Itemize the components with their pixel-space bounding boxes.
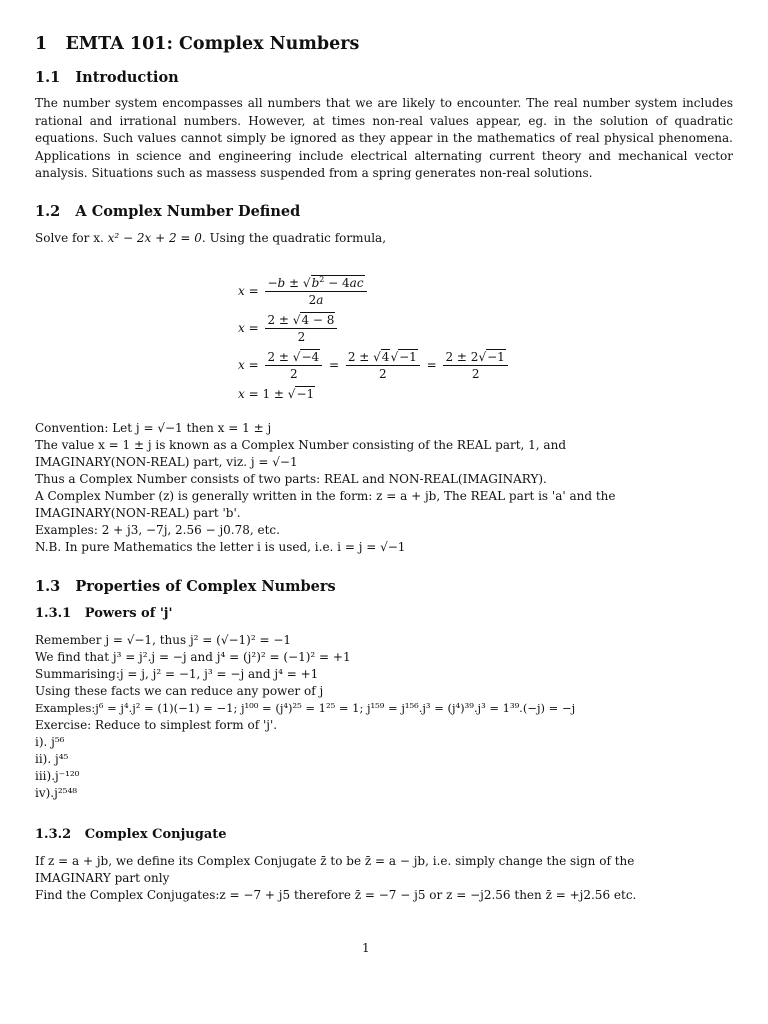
nb-line: N.B. In pure Mathematics the letter i is used, i.e. i = j = √−1 (35, 540, 406, 554)
solve-line: Solve for x. x² − 2x + 2 = 0. Using the quadratic formula, (35, 231, 387, 245)
find-line: We find that j³ = j².j = −j and j⁴ = (j²)² = (−1)² = +1 (35, 650, 351, 664)
using-line: Using these facts we can reduce any power of j (35, 684, 324, 698)
exercise-line: Exercise: Reduce to simplest form of 'j'. (35, 718, 278, 732)
equation-quadratic-formula: x = $\frac{-b \pm √b^2 - 4ac}{2a}$ (238, 276, 370, 307)
equation-step-3: x = $\frac{2 \pm √-4}{2}$ = $\frac{2 \pm √4√-1}{2}$ = $\frac{2 \pm 2√-1}{2}$ (238, 350, 511, 381)
exercise-item: i). j⁵⁶ (35, 735, 65, 749)
thus-line: Thus a Complex Number consists of two parts: REAL and NON-REAL(IMAGINARY). (35, 472, 547, 486)
conjugate-line-1: If z = a + jb, we define its Complex Conjugate z̄ to be z̄ = a − jb, i.e. simply change the sign of the (35, 854, 635, 868)
subsection-heading-conjugate: 1.3.2 Complex Conjugate (35, 827, 227, 842)
imaginary-line: IMAGINARY(NON-REAL) part, viz. j = √−1 (35, 455, 298, 469)
page-number: 1 (362, 941, 370, 955)
remember-line: Remember j = √−1, thus j² = (√−1)² = −1 (35, 633, 292, 647)
form-line: A Complex Number (z) is generally written in the form: z = a + jb, The REAL part is 'a' and the (35, 489, 616, 503)
value-line: The value x = 1 ± j is known as a Complex Number consisting of the REAL part, 1, and (35, 438, 566, 452)
intro-paragraph: The number system encompasses all numbers that we are likely to encounter. The real number system includes rational and irrational numbers. However, at times non-real values appear, eg. in the solution of quadratic equations. Such values cannot simply be ignored as they appear in the mathematics of real physical phenomena. Applications in science and engineering include electrical alternating current theory and mechanical vector analysis. Situations such as massess suspended from a spring generates non-real solutions. (35, 96, 733, 181)
section-heading-properties: 1.3 Properties of Complex Numbers (35, 578, 336, 595)
equation-step-2: x = $\frac{2 \pm √4 - 8}{2}$ (238, 313, 340, 344)
exercise-item: iii).j⁻¹²⁰ (35, 769, 80, 783)
convention-line: Convention: Let j = √−1 then x = 1 ± j (35, 421, 272, 435)
subsection-heading-powers: 1.3.1 Powers of 'j' (35, 606, 173, 621)
form-line-2: IMAGINARY(NON-REAL) part 'b'. (35, 506, 241, 520)
conjugate-line-3: Find the Complex Conjugates:z = −7 + j5 therefore z̄ = −7 − j5 or z = −j2.56 then z̄ = +j2.56 etc. (35, 888, 637, 902)
conjugate-line-2: IMAGINARY part only (35, 871, 170, 885)
summarising-line: Summarising:j = j, j² = −1, j³ = −j and j⁴ = +1 (35, 667, 319, 681)
powers-examples-line: Examples:j⁶ = j⁴.j² = (1)(−1) = −1; j¹⁰⁰ = (j⁴)²⁵ = 1²⁵ = 1; j¹⁵⁹ = j¹⁵⁶.j³ = (j⁴)³⁹.j³ = 1³⁹.(−j) = −j (35, 701, 576, 715)
exercise-item: ii). j⁴⁵ (35, 752, 69, 766)
examples-line: Examples: 2 + j3, −7j, 2.56 − j0.78, etc. (35, 523, 280, 537)
section-heading-introduction: 1.1 Introduction (35, 69, 179, 86)
equation-result: x = 1 ± √−1 (238, 387, 315, 401)
document-title: 1 EMTA 101: Complex Numbers (35, 34, 360, 54)
exercise-item: iv).j²⁵⁴⁸ (35, 786, 78, 800)
section-heading-defined: 1.2 A Complex Number Defined (35, 203, 301, 220)
